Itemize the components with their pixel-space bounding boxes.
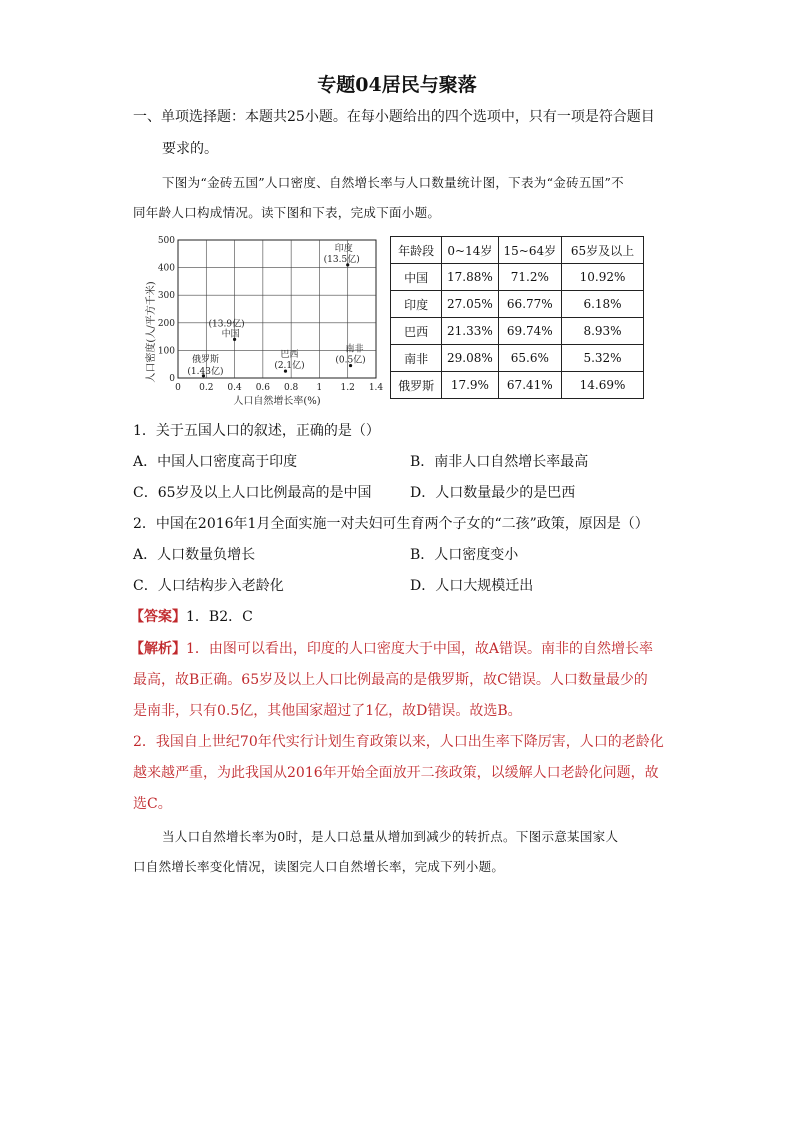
page-title: 专题04居民与聚落 xyxy=(317,74,477,96)
analysis-text: 1．由图可以看出，印度的人口密度大于中国，故A错误。南非的自然增长率 xyxy=(186,641,654,657)
point-name-label: 巴西 xyxy=(280,350,299,361)
table-cell: 66.77% xyxy=(498,291,561,318)
question-1-option-a: A．中国人口密度高于印度 xyxy=(133,454,298,470)
question-1-stem: 1．关于五国人口的叙述，正确的是（） xyxy=(133,423,380,439)
table-row xyxy=(391,372,644,399)
y-tick-label: 0 xyxy=(169,374,175,384)
point-pop-label: (13.9亿) xyxy=(208,319,245,330)
table-header-cell: 年龄段 xyxy=(391,237,442,264)
table-cell: 17.9% xyxy=(442,372,498,399)
point-pop-label: (13.5亿) xyxy=(323,254,360,265)
point-pop-label: (1.43亿) xyxy=(187,366,224,377)
x-axis-label: 人口自然增长率(%) xyxy=(233,396,321,407)
analysis-line-3: 是南非，只有0.5亿，其他国家超过了1亿，故D错误。故选B。 xyxy=(133,703,522,719)
table-cell: 21.33% xyxy=(442,318,498,345)
analysis-line-2: 最高，故B正确。65岁及以上人口比例最高的是俄罗斯，故C错误。人口数量最少的 xyxy=(133,672,648,688)
point-pop-label: (2.1亿) xyxy=(274,361,305,372)
table-cell: 14.69% xyxy=(562,372,644,399)
table-header-cell: 0~14岁 xyxy=(442,237,498,264)
age-structure-table xyxy=(390,236,644,399)
x-tick-label: 0.2 xyxy=(199,383,214,393)
table-cell: 6.18% xyxy=(562,291,644,318)
table-cell: 8.93% xyxy=(562,318,644,345)
y-tick-label: 200 xyxy=(157,318,175,329)
intro-text-cont: 同年龄人口构成情况。读下图和下表，完成下面小题。 xyxy=(133,205,441,220)
table-cell: 71.2% xyxy=(498,264,561,291)
table-row xyxy=(391,291,644,318)
y-tick-label: 400 xyxy=(157,263,175,274)
next-intro-text-cont: 口自然增长率变化情况，读图完人口自然增长率，完成下列小题。 xyxy=(133,859,505,874)
point-name-label: 中国 xyxy=(221,329,240,340)
table-row xyxy=(391,345,644,372)
answer-label: 【答案】 xyxy=(130,609,186,625)
section-heading: 一、单项选择题：本题共25小题。在每小题给出的四个选项中，只有一项是符合题目 xyxy=(133,109,655,125)
table-row xyxy=(391,264,644,291)
answer-text: 1．B2．C xyxy=(186,609,253,625)
x-tick-label: 0.4 xyxy=(227,383,242,393)
question-1-option-d: D．人口数量最少的是巴西 xyxy=(410,485,576,501)
scatter-chart xyxy=(140,232,390,410)
table-header-cell: 15~64岁 xyxy=(498,237,561,264)
table-cell: 27.05% xyxy=(442,291,498,318)
question-2-stem: 2．中国在2016年1月全面实施一对夫妇可生育两个子女的“二孩”政策，原因是（） xyxy=(133,516,649,532)
point-name-label: 印度 xyxy=(334,243,353,254)
table-cell: 17.88% xyxy=(442,264,498,291)
y-tick-label: 500 xyxy=(157,236,175,246)
table-header-cell: 65岁及以上 xyxy=(562,237,644,264)
question-2-option-c: C．人口结构步入老龄化 xyxy=(133,578,284,594)
y-tick-label: 300 xyxy=(157,291,175,302)
table-cell: 69.74% xyxy=(498,318,561,345)
question-1-option-c: C．65岁及以上人口比例最高的是中国 xyxy=(133,485,372,501)
point-name-label: 南非 xyxy=(345,344,364,355)
table-cell: 29.08% xyxy=(442,345,498,372)
table-cell: 巴西 xyxy=(391,318,442,345)
analysis-line-6: 选C。 xyxy=(133,796,172,812)
question-1-option-b: B．南非人口自然增长率最高 xyxy=(410,454,589,470)
table-cell: 中国 xyxy=(391,264,442,291)
analysis-line-4: 2．我国自上世纪70年代实行计划生育政策以来，人口出生率下降厉害，人口的老龄化 xyxy=(133,734,664,750)
intro-text: 下图为“金砖五国”人口密度、自然增长率与人口数量统计图，下表为“金砖五国”不 xyxy=(162,175,624,190)
x-tick-label: 1.4 xyxy=(368,383,384,393)
x-tick-label: 0.8 xyxy=(283,383,299,393)
analysis-line-5: 越来越严重，为此我国从2016年开始全面放开二孩政策，以缓解人口老龄化问题，故 xyxy=(133,765,659,781)
y-tick-label: 100 xyxy=(157,346,175,357)
x-tick-label: 1.2 xyxy=(340,383,355,393)
next-intro-text: 当人口自然增长率为0时，是人口总量从增加到减少的转折点。下图示意某国家人 xyxy=(162,829,619,844)
table-cell: 南非 xyxy=(391,345,442,372)
analysis-label: 【解析】 xyxy=(130,641,186,657)
table-cell: 67.41% xyxy=(498,372,561,399)
table-row xyxy=(391,318,644,345)
table-cell: 10.92% xyxy=(562,264,644,291)
answer-line xyxy=(130,607,253,627)
table-cell: 印度 xyxy=(391,291,442,318)
question-2-option-d: D．人口大规模迁出 xyxy=(410,578,534,594)
chart-points xyxy=(187,242,365,378)
question-2-option-b: B．人口密度变小 xyxy=(410,547,519,563)
table-cell: 5.32% xyxy=(562,345,644,372)
x-tick-label: 0.6 xyxy=(255,383,271,393)
section-heading-cont: 要求的。 xyxy=(162,141,218,157)
x-tick-label: 1 xyxy=(316,383,323,393)
table-cell: 65.6% xyxy=(498,345,561,372)
point-pop-label: (0.5亿) xyxy=(335,355,366,366)
analysis-line-1 xyxy=(130,639,653,659)
table-header-row xyxy=(391,237,644,264)
x-tick-label: 0 xyxy=(175,383,181,393)
point-name-label: 俄罗斯 xyxy=(191,354,219,365)
question-2-option-a: A．人口数量负增长 xyxy=(133,547,256,563)
y-axis-label: 人口密度(人/平方千米) xyxy=(146,281,157,383)
table-cell: 俄罗斯 xyxy=(391,372,442,399)
